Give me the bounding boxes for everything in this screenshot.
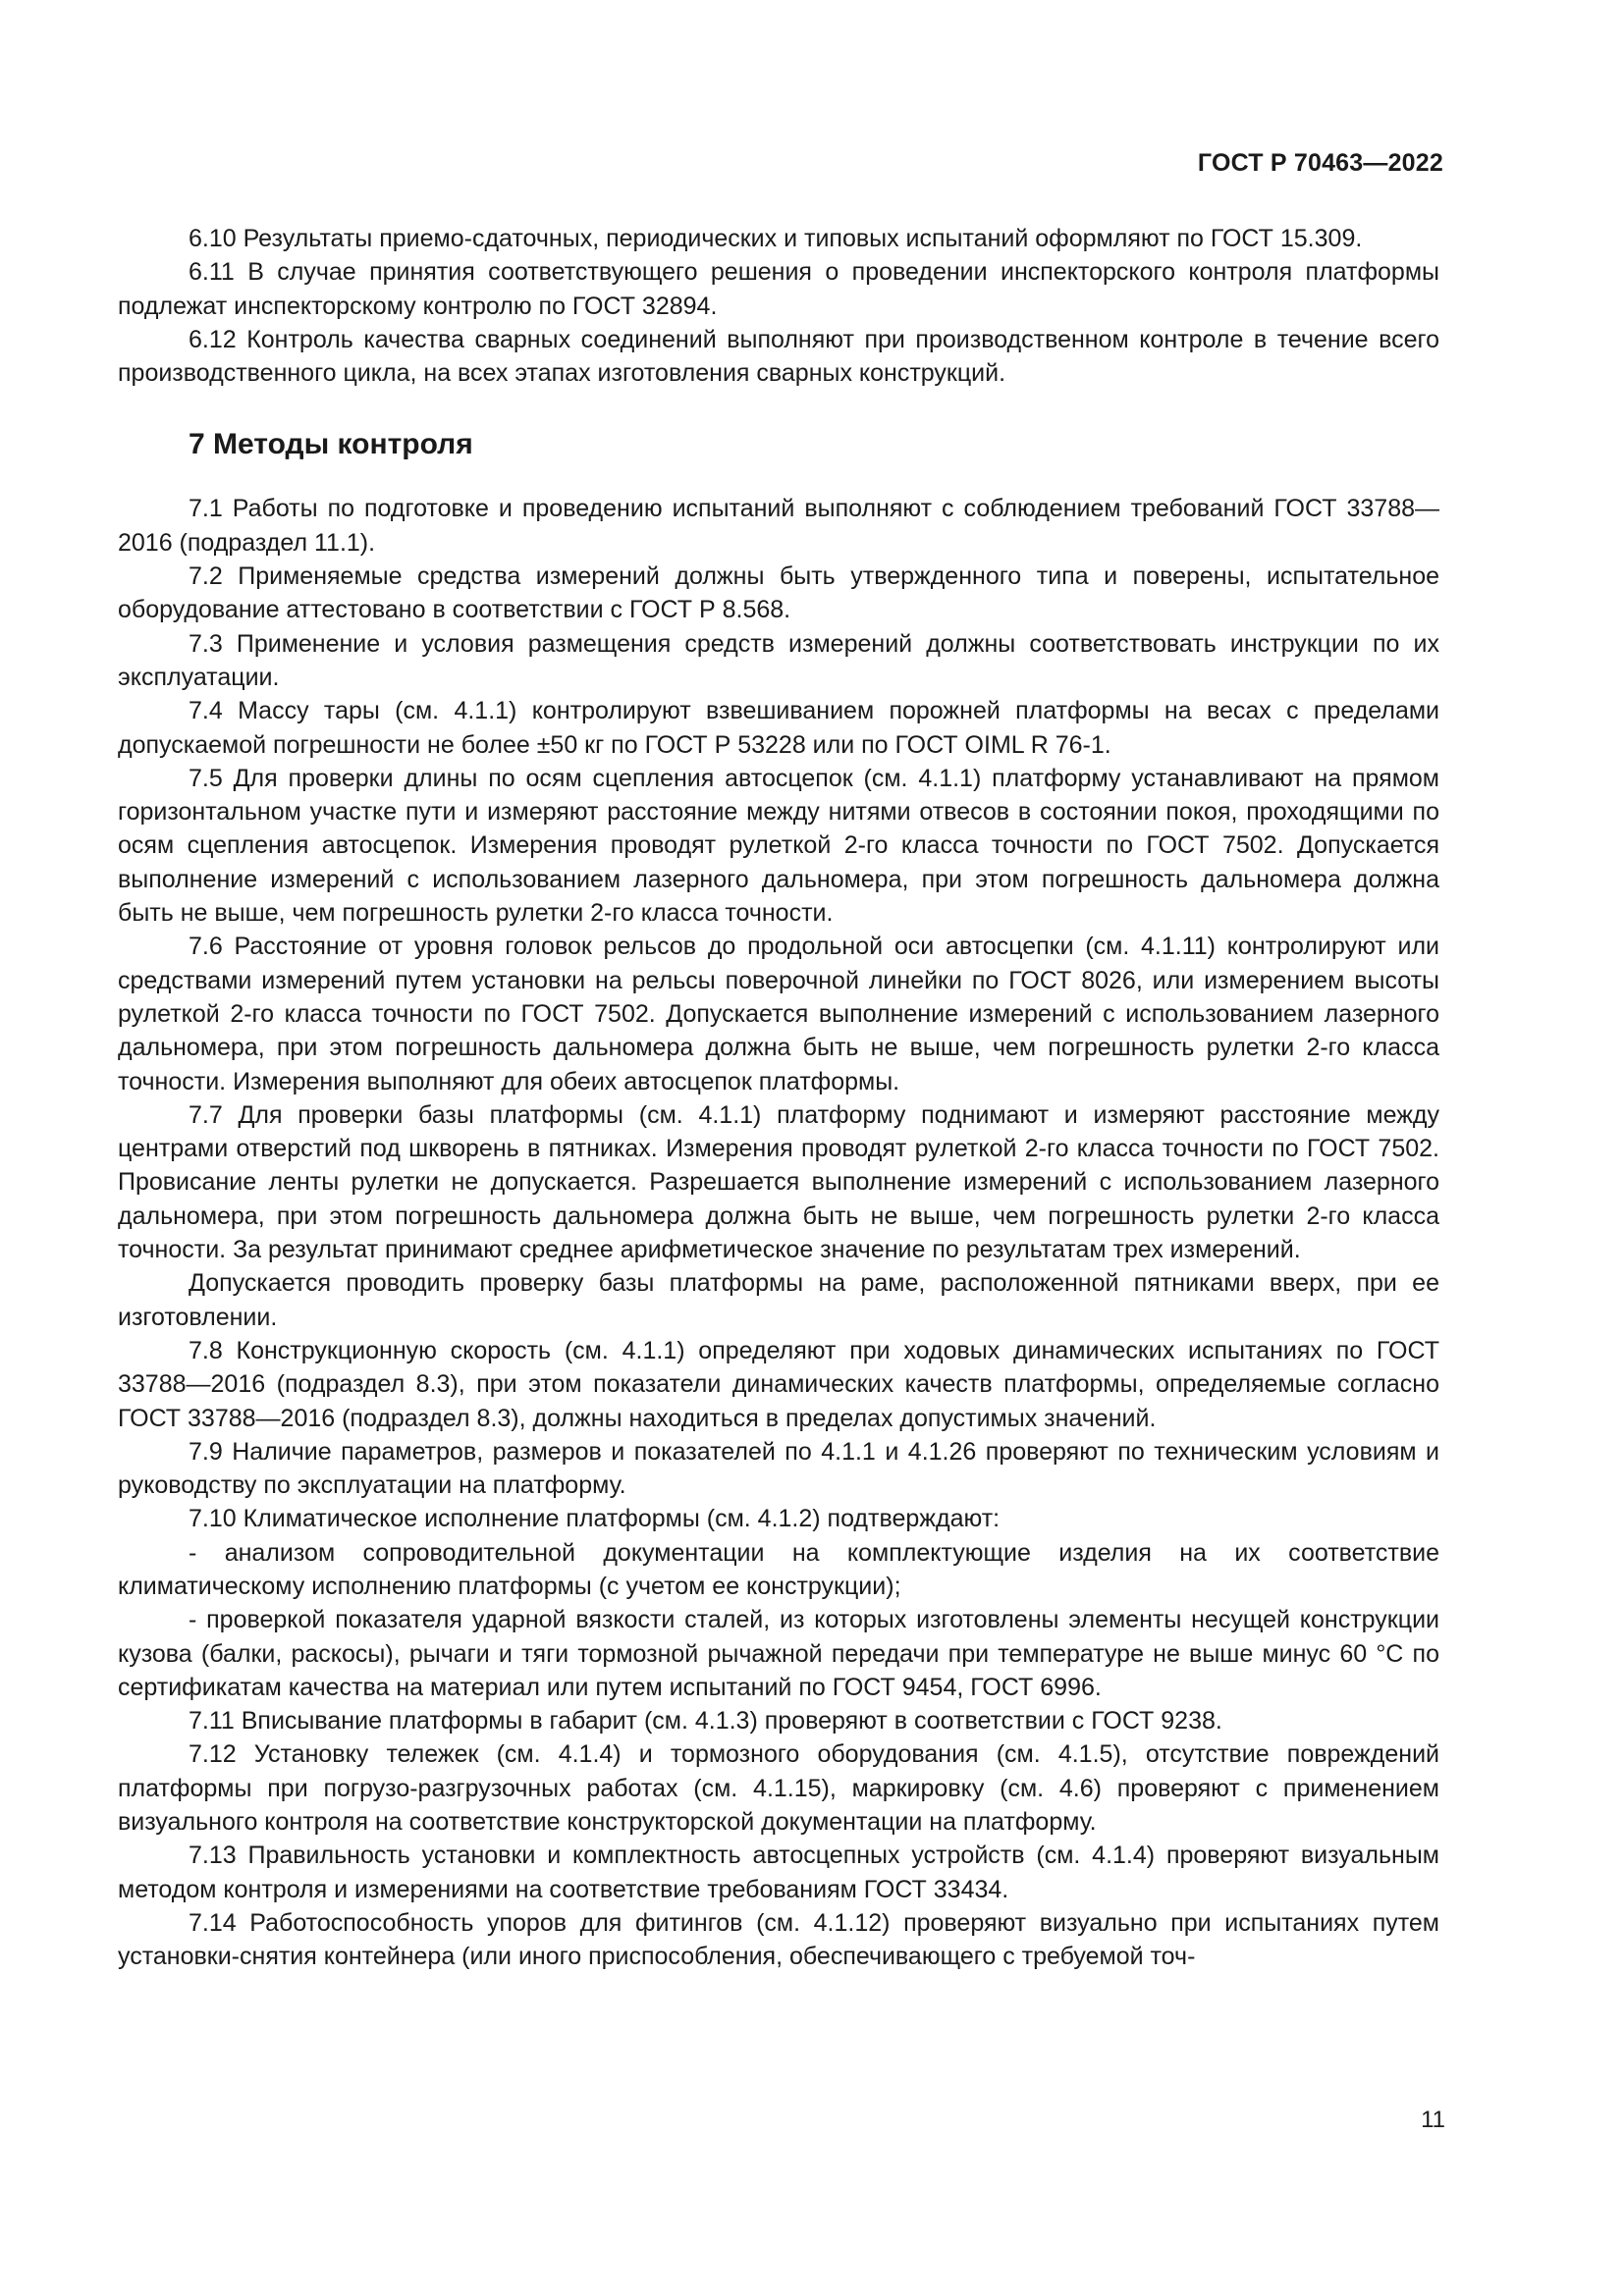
paragraph-7-12: 7.12 Установку тележек (см. 4.1.4) и тормозного оборудования (см. 4.1.5), отсутствие повреждений платформы при погрузо-разгрузочных работах (см. 4.1.15), маркировку (см. 4.6) проверяют с применением визуального контроля на соответствие конструкторской документации на платформу. — [118, 1740, 1439, 1837]
section-heading: 7 Методы контроля — [189, 428, 473, 461]
paragraph-7-1: 7.1 Работы по подготовке и проведению испытаний выполняют с соблюдением требований ГОСТ 33788—2016 (подраздел 11.1). — [118, 495, 1439, 557]
paragraph-7-14: 7.14 Работоспособность упоров для фитингов (см. 4.1.12) проверяют визуально при испытаниях путем установки-снятия контейнера (или иного приспособления, обеспечивающего с требуемой точ- — [118, 1908, 1439, 1971]
paragraph-7-7: 7.7 Для проверки базы платформы (см. 4.1.1) платформу поднимают и измеряют расстояние между центрами отверстий под шкворень в пятниках. Измерения проводят рулеткой 2-го класса точности по ГОСТ 7502. Провисание ленты рулетки не допускается. Разрешается выполнение измерений с использованием лазерного дальномера, при этом погрешность дальномера должна быть не выше, чем погрешность рулетки 2-го класса точности. За результат принимают среднее арифметическое значение по результатам трех измерений. — [118, 1100, 1439, 1264]
paragraph-7-4: 7.4 Массу тары (см. 4.1.1) контролируют взвешиванием порожней платформы на весах с пределами допускаемой погрешности не более ±50 кг по ГОСТ Р 53228 или по ГОСТ OIML R 76-1. — [118, 697, 1439, 759]
document-body — [118, 222, 1439, 1974]
page-number: 11 — [1421, 2107, 1445, 2133]
paragraph-6-10: 6.10 Результаты приемо-сдаточных, периодических и типовых испытаний оформляют по ГОСТ 15.309. — [189, 225, 1363, 252]
paragraph-7-13: 7.13 Правильность установки и комплектность автосцепных устройств (см. 4.1.4) проверяют визуальным методом контроля и измерениями на соответствие требованиям ГОСТ 33434. — [118, 1842, 1439, 1903]
document-header: ГОСТ Р 70463—2022 — [1197, 149, 1443, 177]
paragraph-7-5: 7.5 Для проверки длины по осям сцепления автосцепок (см. 4.1.1) платформу устанавливают на прямом горизонтальном участке пути и измеряют расстояние между нитями отвесов в состоянии покоя, проходящими по осям сцепления автосцепок. Измерения проводят рулеткой 2-го класса точности по ГОСТ 7502. Допускается выполнение измерений с использованием лазерного дальномера, при этом погрешность дальномера должна быть не выше, чем погрешность рулетки 2-го класса точности. — [118, 764, 1439, 928]
paragraph-7-11: 7.11 Вписывание платформы в габарит (см. 4.1.3) проверяют в соответствии с ГОСТ 9238. — [189, 1707, 1222, 1735]
paragraph-7-9: 7.9 Наличие параметров, размеров и показателей по 4.1.1 и 4.1.26 проверяют по техническим условиям и руководству по эксплуатации на платформу. — [118, 1437, 1439, 1500]
paragraph-6-12: 6.12 Контроль качества сварных соединений выполняют при производственном контроле в течение всего производственного цикла, на всех этапах изготовления сварных конструкций. — [118, 325, 1439, 388]
paragraph-7-6: 7.6 Расстояние от уровня головок рельсов до продольной оси автосцепки (см. 4.1.11) контролируют или средствами измерений путем установки на рельсы поверочной линейки по ГОСТ 8026, или измерением высоты рулеткой 2-го класса точности по ГОСТ 7502. Допускается выполнение измерений с использованием лазерного дальномера, при этом погрешность дальномера должна быть не выше, чем погрешность рулетки 2-го класса точности. Измерения выполняют для обеих автосцепок платформы. — [118, 933, 1439, 1095]
paragraph-7-2: 7.2 Применяемые средства измерений должны быть утвержденного типа и поверены, испытательное оборудование аттестовано в соответствии с ГОСТ Р 8.568. — [118, 562, 1439, 624]
paragraph-7-3: 7.3 Применение и условия размещения средств измерений должны соответствовать инструкции по их эксплуатации. — [118, 629, 1439, 691]
paragraph-7-10: 7.10 Климатическое исполнение платформы (см. 4.1.2) подтверждают: — [189, 1505, 1001, 1533]
list-item: - проверкой показателя ударной вязкости сталей, из которых изготовлены элементы несущей конструкции кузова (балки, раскосы), рычаги и тяги тормозной рычажной передачи при температуре не выше минус 60 °С по сертификатам качества на материал или путем испытаний по ГОСТ 9454, ГОСТ 6996. — [118, 1606, 1439, 1701]
paragraph-6-11: 6.11 В случае принятия соответствующего решения о проведении инспекторского контроля платформы подлежат инспекторскому контролю по ГОСТ 32894. — [118, 258, 1439, 320]
paragraph-7-8: 7.8 Конструкционную скорость (см. 4.1.1) определяют при ходовых динамических испытаниях по ГОСТ 33788—2016 (подраздел 8.3), при этом показатели динамических качеств платформы, определяемые согласно ГОСТ 33788—2016 (подраздел 8.3), должны находиться в пределах допустимых значений. — [118, 1336, 1439, 1432]
paragraph-7-7-note: Допускается проводить проверку базы платформы на раме, расположенной пятниками вверх, при ее изготовлении. — [118, 1269, 1439, 1331]
list-item: - анализом сопроводительной документации на комплектующие изделия на их соответствие климатическому исполнению платформы (с учетом ее конструкции); — [118, 1538, 1439, 1600]
